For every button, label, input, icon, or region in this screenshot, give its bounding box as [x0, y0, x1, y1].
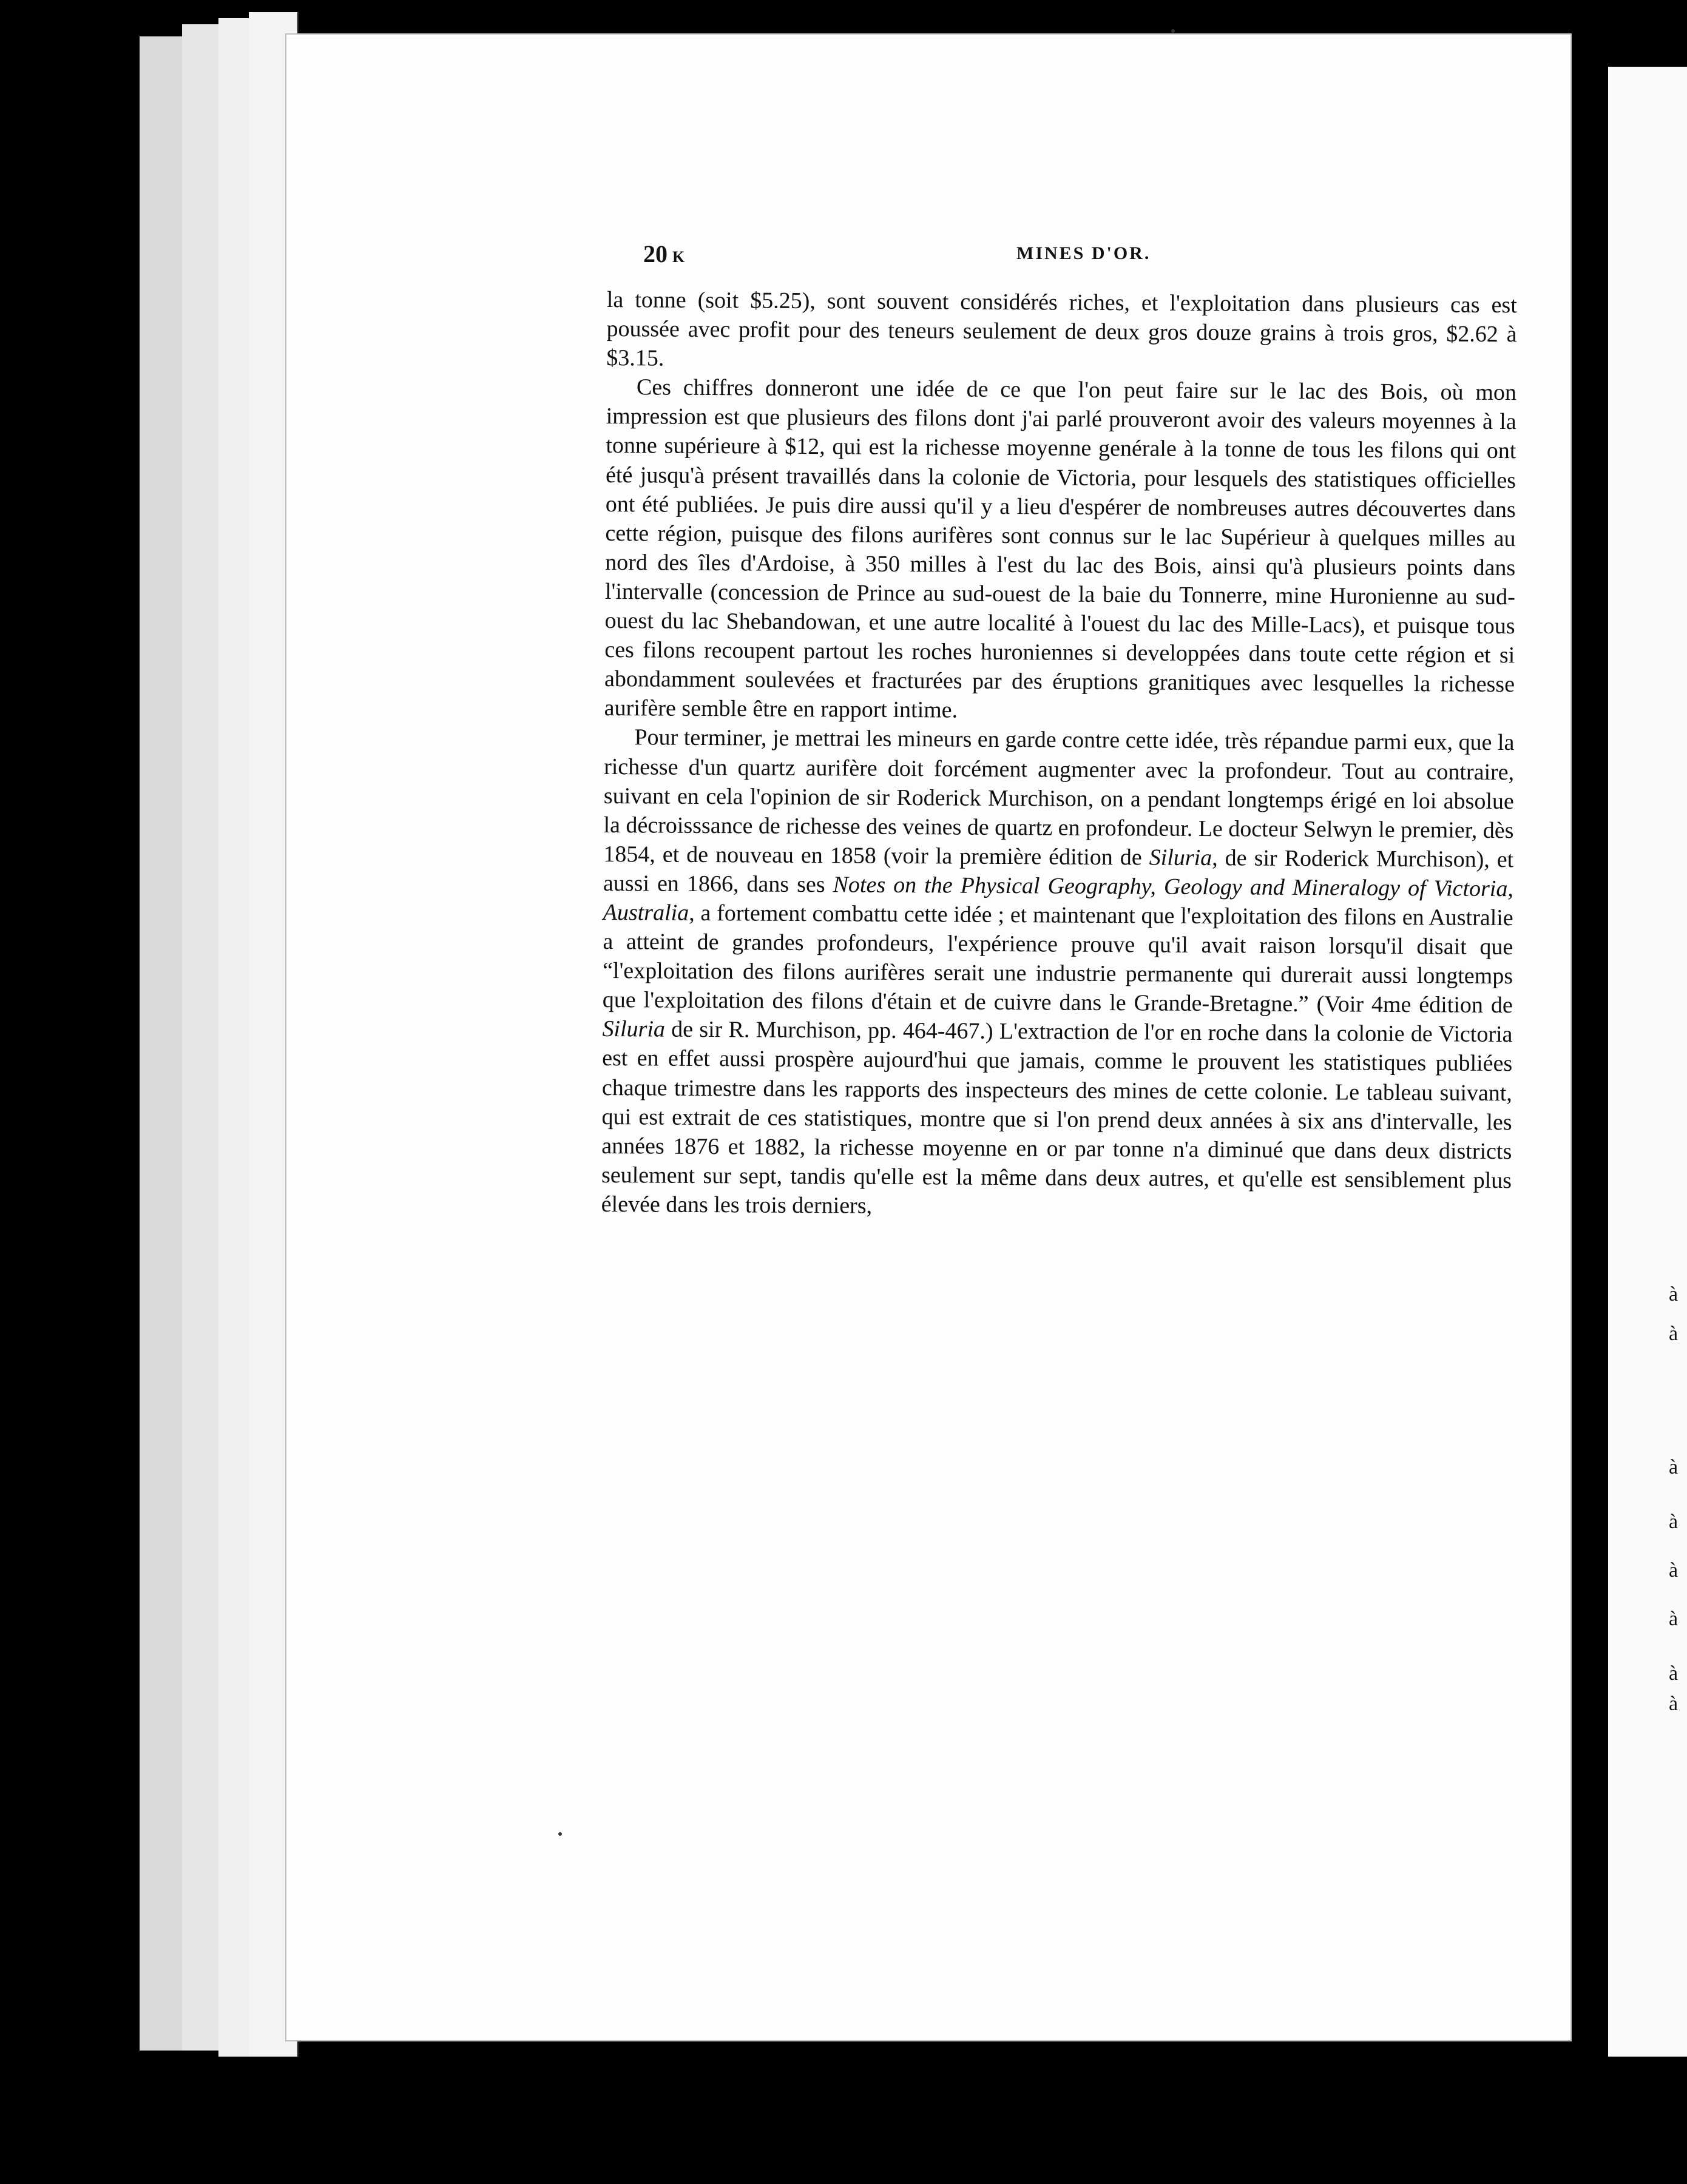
- running-title: MINES D'OR.: [1016, 243, 1151, 263]
- paragraph-text: , a fortement combattu cette idée ; et maintenant que l'exploitation des filons en Australie a atteint de grandes profondeurs, l'expérience prouve qu'il avait raison lorsqu'il disait que “l'exploitation des filons aurifères serait une industrie permanente qui durerait aussi longtemps que l'exploitation des filons d'étain et de cuivre dans le Grande-Bretagne.” (Voir 4me édition de: [602, 900, 1513, 1019]
- page-number-suffix: K: [672, 248, 685, 266]
- body-text: [601, 285, 1517, 1224]
- facing-page-glyph: à: [1669, 1693, 1679, 1715]
- paragraph: [606, 285, 1517, 378]
- facing-page-glyph: à: [1669, 1283, 1679, 1306]
- italic-title: Siluria: [602, 1016, 666, 1042]
- page-number-value: 20: [643, 240, 668, 268]
- facing-page-glyph: à: [1669, 1662, 1679, 1685]
- italic-title: Notes on the Physical Geography, Geology and Mineralogy of Victoria, Australia: [603, 872, 1514, 926]
- paragraph: [604, 372, 1516, 728]
- facing-page-glyph: à: [1669, 1323, 1679, 1345]
- paragraph-text: Pour terminer, je mettrai les mineurs en garde contre cette idée, très répandue parmi eux, que la richesse d'un quartz aurifère doit forcément augmenter avec la profondeur. Tout au contraire, suivant en cela l'opinion de sir Roderick Murchison, on a pendant longtemps érigé en loi absolue la décroisssance de richesse des veines de quartz en profondeur. Le docteur Selwyn le premier, dès 1854, et de nouveau en 1858 (voir la première édition de: [603, 724, 1515, 871]
- paragraph-text: de sir R. Murchison, pp. 464-467.) L'extraction de l'or en roche dans la colonie de Victoria est en effet aussi prospère aujourd'hui que jamais, comme le prouvent les statistiques publiées chaque trimestre dans les rapports des inspecteurs des mines de cette colonie. Le tableau suivant, qui est extrait de ces statistiques, montre que si l'on prend deux années à six ans d'intervalle, les années 1876 et 1882, la richesse moyenne en or par tonne n'a diminué que dans deux districts seulement sur sept, tandis qu'elle est la même dans deux autres, et qu'elle est sensiblement plus élevée dans les trois derniers,: [601, 1016, 1513, 1219]
- italic-title: Siluria: [1149, 844, 1212, 871]
- facing-page-glyph: à: [1669, 1511, 1679, 1533]
- facing-page-glyph: à: [1669, 1608, 1679, 1630]
- paragraph-text: la tonne (soit $5.25), sont souvent considérés riches, et l'exploitation dans plusieurs cas est poussée avec profit pour des teneurs seulement de deux gros douze grains à trois gros, $2.62 à $3.15.: [606, 286, 1517, 371]
- paragraph-text: , de sir Roderick Murchison), et aussi en 1866, dans ses: [603, 844, 1514, 898]
- paragraph-text: Ces chiffres donneront une idée de ce que l'on peut faire sur le lac des Bois, où mon impression est que plusieurs des filons dont j'ai parlé prouveront avoir des valeurs moyennes à la tonne supérieure à $12, qui est la richesse moyenne genérale à la tonne de tous les filons qui ont été jusqu'à présent travaillés dans la colonie de Victoria, pour lesquels des statistiques officielles ont été publiées. Je puis dire aussi qu'il y a lieu d'espérer de nombreuses autres découvertes dans cette région, puisque des filons aurifères sont connus sur le lac Supérieur à quelques milles au nord des îles d'Ardoise, à 350 milles à l'est du lac des Bois, ainsi qu'à plusieurs points dans l'intervalle (concession de Prince au sud-ouest de la baie du Tonnerre, mine Huronienne au sud-ouest du lac Shebandowan, et une autre localité à l'ouest du lac des Mille-Lacs), et puisque tous ces filons recoupent partout les roches huroniennes si developpées dans toute cette région et si abondamment soulevées et fracturées par des éruptions granitiques avec lesquelles la richesse aurifère semble être en rapport intime.: [604, 374, 1517, 723]
- facing-page-glyph: à: [1669, 1559, 1679, 1582]
- page-header: [643, 240, 1517, 276]
- facing-page-edge: [1608, 67, 1687, 2057]
- page-number: [643, 240, 685, 268]
- paragraph: [601, 723, 1515, 1224]
- facing-page-glyph: à: [1669, 1456, 1679, 1478]
